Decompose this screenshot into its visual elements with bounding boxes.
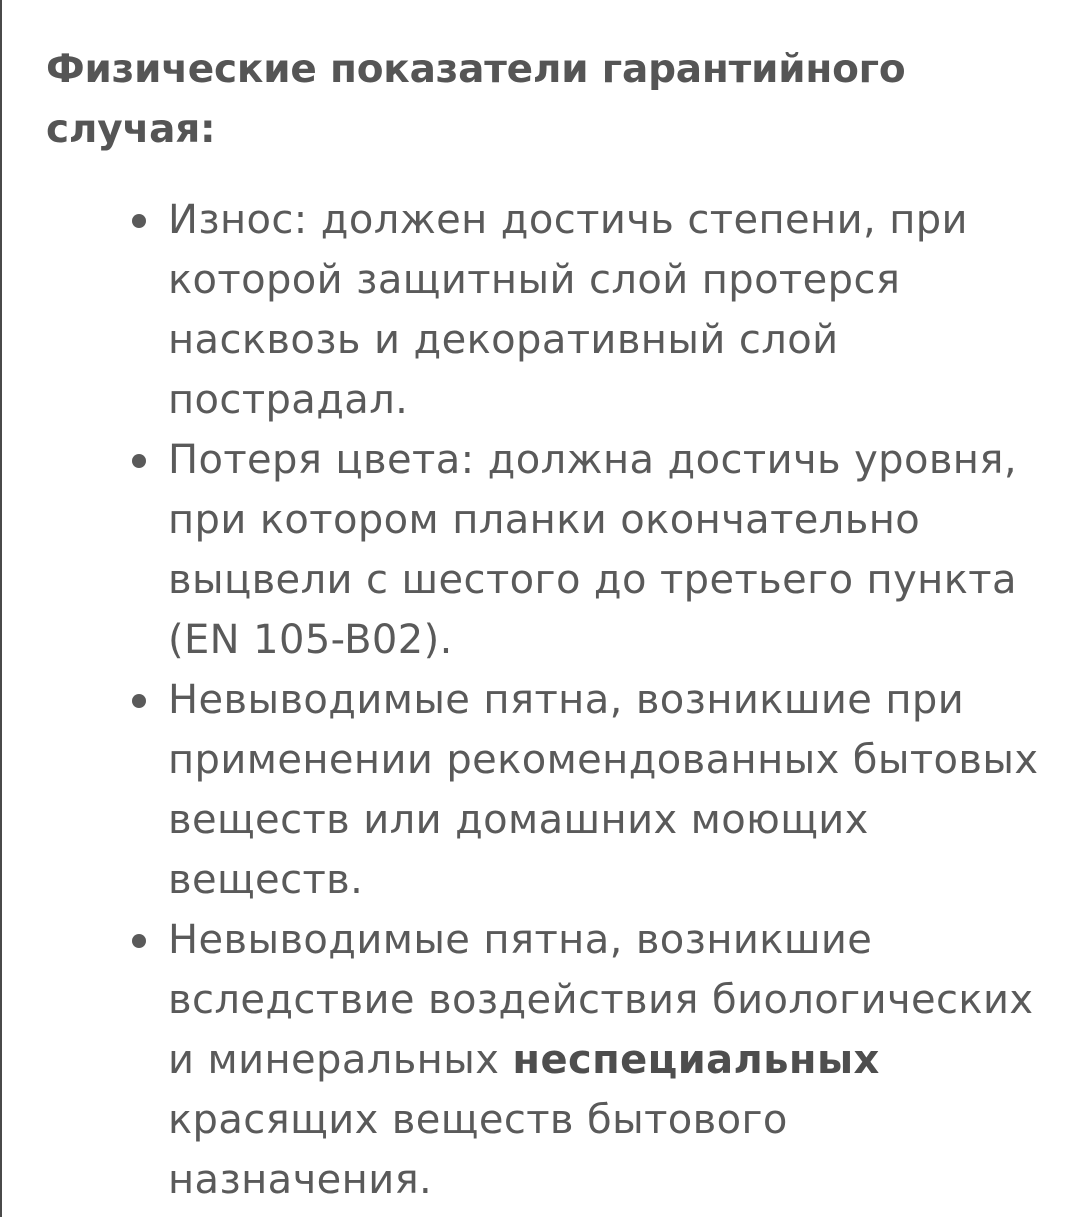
list-item-text-after: красящих веществ бытового назначения. [168,1097,788,1203]
list-item-biological-stains [46,910,1046,1210]
bullet-icon [132,694,146,708]
section-heading: Физические показатели гарантийного случая: [46,47,906,152]
left-edge-divider [0,0,2,1217]
list-item-text: Износ: должен достичь степени, при которой защитный слой протерся насквозь и декоративный слой пострадал. [168,197,968,423]
list-item-bold-text: неспециальных [512,1037,880,1083]
list-item-household-stains [46,670,1046,910]
list-item-color-loss [46,430,1046,670]
bullet-icon [132,934,146,948]
warranty-criteria-list [46,190,1046,1210]
bullet-icon [132,214,146,228]
list-item-text-before: Невыводимые пятна, возникшие вследствие воздействия биологических и минеральных [168,917,1034,1083]
list-item-text: Потеря цвета: должна достичь уровня, при котором планки окончательно выцвели с шестого до третьего пункта (EN 105-B02). [168,437,1017,663]
article-section [46,40,1046,1210]
list-item-wear [46,190,1046,430]
list-item-text: Невыводимые пятна, возникшие при применении рекомендованных бытовых веществ или домашних моющих веществ. [168,677,1039,903]
bullet-icon [132,454,146,468]
